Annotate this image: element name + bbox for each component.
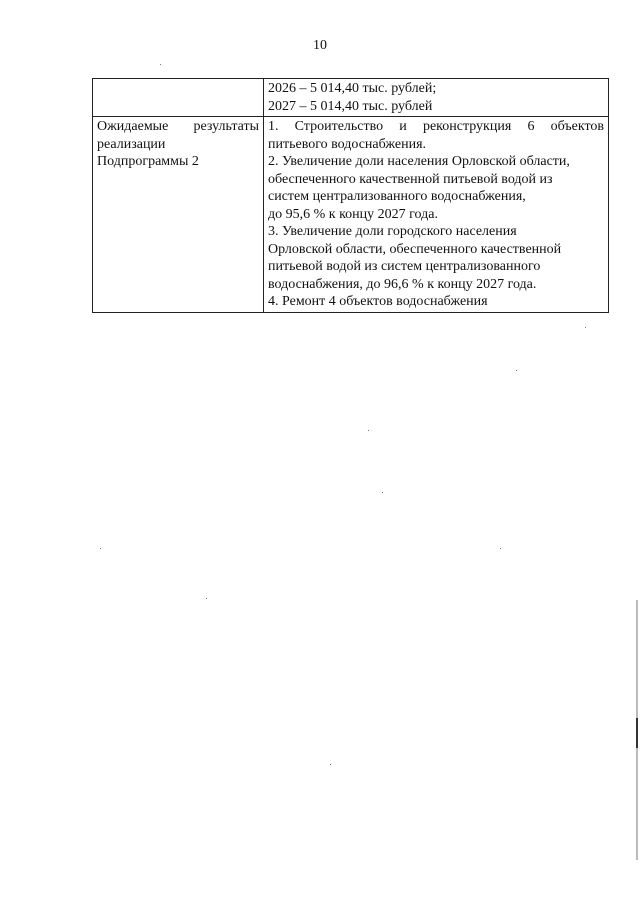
table-row-expected-results (93, 117, 609, 313)
funding-label-cell (93, 79, 264, 117)
result-item-3-line-2: Орловской области, обеспеченного качественной (268, 241, 562, 257)
expected-results-values-cell (264, 117, 609, 313)
result-item-3-line-3: питьевой водой из систем централизованного (268, 259, 541, 274)
expected-results-label-cell (93, 117, 264, 313)
scan-speck (100, 548, 101, 549)
scan-speck (206, 598, 207, 599)
expected-results-label-line-1: Ожидаемые результаты (97, 119, 259, 134)
result-item-1-line-1: 1. Строительство и реконструкция 6 объектов (268, 119, 604, 134)
funding-line-2027: 2027 – 5 014,40 тыс. рублей (268, 98, 433, 114)
result-item-2-line-2: обеспеченного качественной питьевой водой из (268, 171, 553, 187)
result-item-4-line-1: 4. Ремонт 4 объектов водоснабжения (268, 294, 488, 309)
result-item-2-line-3: систем централизованного водоснабжения, (268, 189, 526, 204)
scan-speck (330, 764, 331, 765)
result-item-3-line-1: 3. Увеличение доли городского населения (268, 224, 517, 239)
funding-line-2026: 2026 – 5 014,40 тыс. рублей; (268, 81, 437, 96)
scan-speck (382, 492, 383, 493)
page-number: 10 (313, 38, 327, 53)
expected-results-label-line-3: Подпрограммы 2 (97, 154, 199, 169)
funding-values-cell (264, 79, 609, 117)
table-row-funding (93, 79, 609, 117)
scan-speck (160, 64, 161, 65)
scan-speck (516, 370, 517, 371)
result-item-2-line-1: 2. Увеличение доли населения Орловской области, (268, 154, 570, 169)
scan-edge-mark (636, 718, 638, 748)
scan-speck (500, 548, 501, 549)
expected-results-label-line-2: реализации (97, 136, 166, 152)
result-item-2-line-4: до 95,6 % к концу 2027 года. (268, 206, 438, 222)
subprogram-passport-table (92, 78, 609, 313)
scan-speck (585, 327, 586, 328)
scan-speck (368, 430, 369, 431)
result-item-1-line-2: питьевого водоснабжения. (268, 136, 427, 152)
result-item-3-line-4: водоснабжения, до 96,6 % к концу 2027 года. (268, 276, 537, 292)
